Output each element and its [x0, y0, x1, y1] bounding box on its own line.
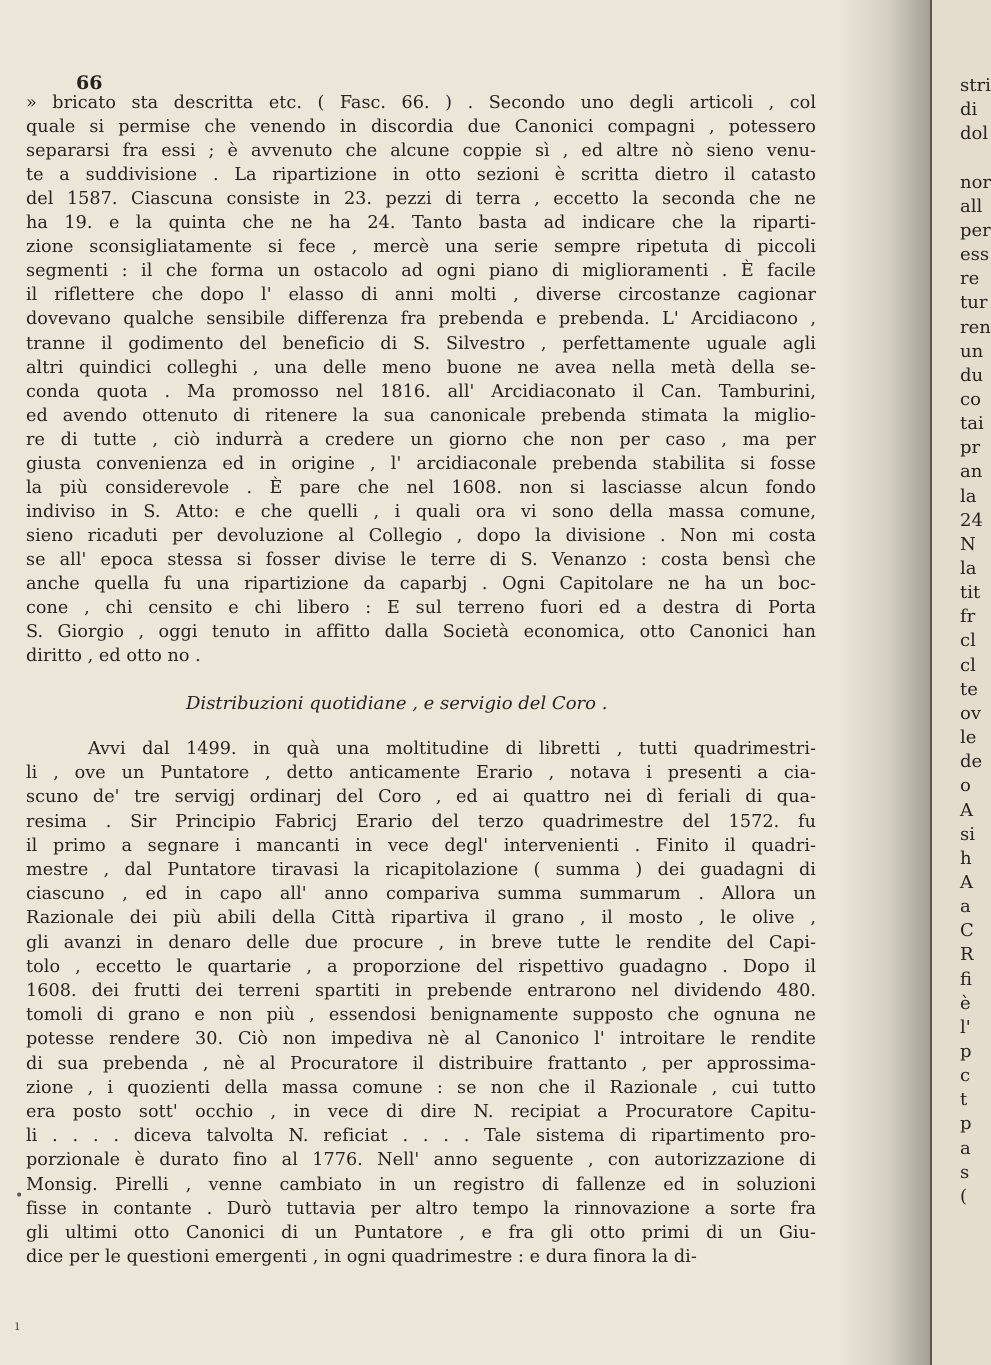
text-line: scuno de' tre servigj ordinarj del Coro , ed ai quattro nei dì feriali di qua- [26, 787, 816, 808]
text-line: li , ove un Puntatore , detto anticamente Erario , notava i presenti a cia- [26, 763, 816, 784]
text-line: di sua prebenda , nè al Procuratore il distribuire frattanto , per approssima- [26, 1053, 816, 1074]
text-line: del 1587. Ciascuna consiste in 23. pezzi di terra , eccetto la seconda che ne [26, 189, 816, 210]
text-line: diritto , ed otto no . [26, 646, 201, 667]
facing-text-fragment: tit [960, 582, 981, 604]
facing-text-fragment: tai [960, 413, 984, 435]
facing-text-fragment: all [960, 195, 983, 217]
text-line: porzionale è durato fino al 1776. Nell' anno seguente , con autorizzazione di [26, 1150, 816, 1171]
text-line: conda quota . Ma promosso nel 1816. all' Arcidiaconato il Can. Tamburini, [26, 381, 816, 402]
facing-text-fragment: è [960, 992, 971, 1014]
text-line: resima . Sir Principio Fabricj Erario del terzo quadrimestre del 1572. fu [26, 811, 816, 832]
text-line: ha 19. e la quinta che ne ha 24. Tanto basta ad indicare che la riparti- [26, 213, 816, 234]
text-line: li . . . . diceva talvolta N. reficiat . . . . Tale sistema di ripartimento pro- [26, 1126, 816, 1147]
facing-text-fragment: o [960, 775, 971, 797]
facing-text-fragment: fr [960, 606, 976, 628]
text-line: dovevano qualche sensibile differenza fra prebenda e prebenda. L' Arcidiacono , [26, 309, 816, 330]
facing-text-fragment: re [960, 268, 980, 290]
facing-text-fragment: h [960, 847, 972, 869]
page-number: 66 [76, 72, 103, 94]
facing-text-fragment: per [960, 219, 991, 241]
facing-text-fragment: C [960, 920, 974, 942]
facing-text-fragment: A [960, 871, 973, 893]
text-line: il primo a segnare i mancanti in vece degl' intervenienti . Finito il quadri- [26, 835, 816, 856]
facing-text-fragment: di [960, 99, 978, 121]
text-line: re di tutte , ciò indurrà a credere un giorno che non per caso , ma per [26, 429, 816, 450]
text-line: potesse rendere 30. Ciò non impediva nè al Canonico l' introitare le rendite [26, 1029, 816, 1050]
text-line: Razionale dei più abili della Città ripartiva il grano , il mosto , le olive , [26, 908, 816, 929]
text-line: ciascuno , ed in capo all' anno compariva summa summarum . Allora un [26, 884, 816, 905]
facing-text-fragment: R [960, 944, 974, 966]
text-line: zione , i quozienti della massa comune : se non che il Razionale , cui tutto [26, 1077, 816, 1098]
facing-text-fragment: l' [960, 1016, 971, 1038]
facing-text-fragment: p [960, 1041, 972, 1062]
text-line: tranne il godimento del beneficio di S. Silvestro , perfettamente uguale agli [26, 333, 816, 354]
facing-text-fragment: fi [960, 968, 973, 990]
facing-text-fragment: la [960, 485, 977, 507]
text-line: la più considerevole . È pare che nel 1608. non si lasciasse alcun fondo [26, 477, 816, 498]
facing-text-fragment: dol [960, 123, 989, 145]
facing-text-fragment: ( [960, 1185, 968, 1207]
text-line: gli ultimi otto Canonici di un Puntatore , e fra gli otto primi di un Giu- [26, 1223, 816, 1243]
text-line: indiviso in S. Atto: e che quelli , i quali ora vi sono della massa comune, [26, 501, 816, 522]
text-line: separarsi fra essi ; è avvenuto che alcune coppie sì , ed altre nò sieno venu- [26, 141, 816, 162]
text-line: giusta convenienza ed in origine , l' arcidiaconale prebenda stabilita si fosse [26, 453, 816, 474]
text-line: te a suddivisione . La ripartizione in otto sezioni è scritta dietro il catasto [26, 165, 816, 186]
facing-text-fragment: pr [960, 437, 981, 459]
text-line: zione sconsigliatamente si fece , mercè una serie sempre ripetuta di piccoli [26, 237, 816, 258]
text-line: tolo , eccetto le quartarie , a proporzione del rispettivo guadagno . Dopo il [26, 956, 816, 977]
text-line: mestre , dal Puntatore tiravasi la ricapitolazione ( summa ) dei guadagni di [26, 860, 816, 880]
facing-text-fragment: a [960, 896, 971, 918]
text-line: segmenti : il che forma un ostacolo ad ogni piano di miglioramenti . È facile [26, 261, 816, 282]
facing-text-fragment: A [960, 799, 973, 821]
text-line: anche quella fu una ripartizione da caparbj . Ogni Capitolare ne ha un boc- [26, 574, 816, 594]
text-line: cone , chi censito e chi libero : E sul terreno fuori ed a destra di Porta [26, 598, 816, 619]
facing-text-fragment: le [960, 727, 977, 749]
facing-text-fragment: a [960, 1137, 971, 1159]
facing-text-fragment: t [960, 1089, 968, 1111]
facing-text-fragment: stri [960, 75, 991, 96]
facing-text-fragment: un [960, 340, 984, 362]
facing-text-fragment: de [960, 751, 983, 773]
text-line: altri quindici colleghi , una delle meno buone ne avea nella metà della se- [26, 357, 816, 378]
text-line: dice per le questioni emergenti , in ogni quadrimestre : e dura finora la di- [26, 1247, 697, 1268]
facing-text-fragment: ess [960, 244, 990, 266]
text-line: Monsig. Pirelli , venne cambiato in un registro di fallenze ed in soluzioni [26, 1174, 816, 1195]
facing-text-fragment: tur [960, 292, 988, 314]
facing-text-fragment: ren [960, 316, 991, 338]
facing-text-fragment: c [960, 1065, 971, 1087]
facing-text-fragment: la [960, 558, 977, 579]
text-line: » bricato sta descritta etc. ( Fasc. 66. ) . Secondo uno degli articoli , col [26, 93, 816, 113]
facing-text-fragment: ov [960, 702, 982, 724]
facing-text-fragment: nor [960, 171, 991, 193]
margin-mark: • [15, 1188, 24, 1204]
text-line: era posto sott' occhio , in vece di dire N. recipiat a Procuratore Capitu- [26, 1102, 816, 1122]
facing-text-fragment: 24 [960, 509, 983, 531]
facing-text-fragment: du [960, 364, 984, 386]
text-line: gli avanzi in denaro delle due procure , in breve tutte le rendite del Capi- [26, 932, 816, 953]
text-line: 1608. dei frutti dei terreni spartiti in prebende entrarono nel dividendo 480. [26, 981, 816, 1001]
margin-mark: ı [15, 1318, 20, 1334]
text-line: se all' epoca stessa si fosser divise le terre di S. Venanzo : costa bensì che [26, 549, 816, 570]
text-line: quale si permise che venendo in discordia due Canonici compagni , potessero [26, 117, 816, 138]
text-line: il riflettere che dopo l' elasso di anni molti , diverse circostanze cagionar [26, 285, 816, 306]
facing-text-fragment: cl [960, 654, 976, 676]
facing-text-fragment: co [960, 388, 981, 410]
facing-text-fragment: te [960, 678, 978, 700]
page-gutter-shadow [838, 0, 930, 1365]
section-heading: Distribuzioni quotidiane , e servigio del Coro . [186, 693, 608, 714]
facing-page-fragment [930, 0, 991, 1365]
facing-text-fragment: s [960, 1161, 970, 1183]
facing-text-fragment: p [960, 1113, 972, 1135]
facing-text-fragment: si [960, 823, 975, 845]
text-line: ed avendo ottenuto di ritenere la sua canonicale prebenda stimata la miglio- [26, 405, 816, 426]
text-line: S. Giorgio , oggi tenuto in affitto dalla Società economica, otto Canonici han [26, 622, 816, 643]
text-line: tomoli di grano e non più , essendosi benignamente supposto che ognuna ne [26, 1005, 816, 1026]
text-line: sieno ricaduti per devoluzione al Collegio , dopo la divisione . Non mi costa [26, 525, 816, 546]
facing-text-fragment: an [960, 461, 983, 483]
text-line: Avvi dal 1499. in quà una moltitudine di libretti , tutti quadrimestri- [88, 739, 816, 759]
facing-text-fragment: cl [960, 630, 976, 652]
text-line: fisse in contante . Durò tuttavia per altro tempo la rinnovazione a sorte fra [26, 1198, 816, 1219]
facing-text-fragment: N [960, 533, 976, 555]
